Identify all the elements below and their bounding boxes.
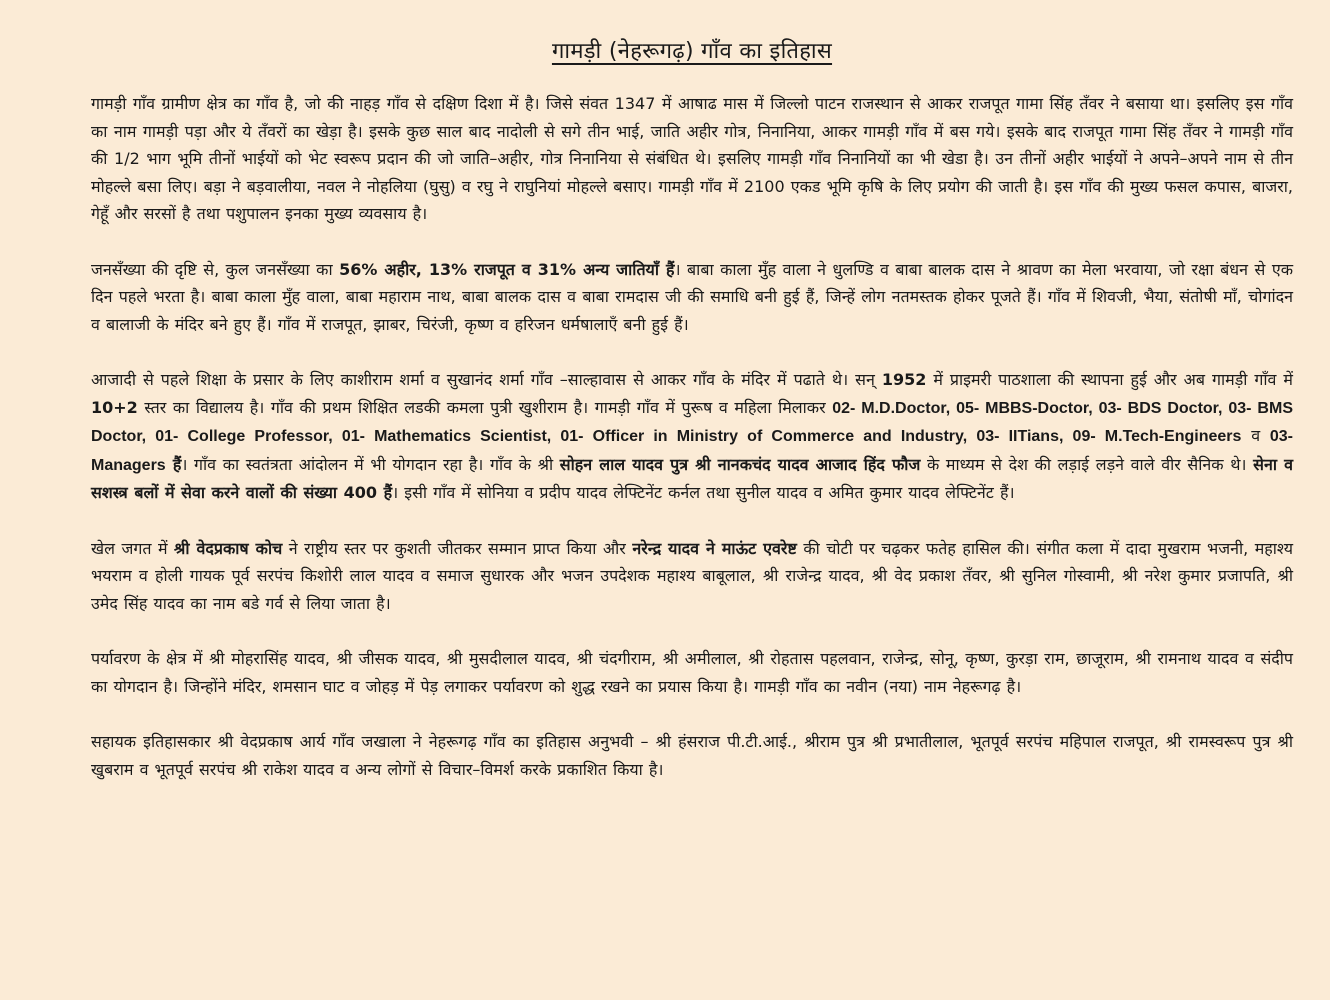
paragraph-origin	[91, 90, 1293, 228]
text-segment: । गाँव का स्वतंत्रता आंदोलन में भी योगदान रहा है। गाँव के श्री	[181, 454, 560, 474]
text-segment: के माध्यम से देश की लड़ाई लड़ने वाले वीर सैनिक थे।	[920, 454, 1254, 474]
text-segment: पर्यावरण के क्षेत्र में श्री मोहरासिंह यादव, श्री जीसक यादव, श्री मुसदीलाल यादव, श्री चंदगीराम, श्री अमीलाल, श्री रोहतास पहलवान, राजेन्द्र, सोनू, कृष्ण, कुरड़ा राम, छाजूराम, श्री रामनाथ यादव व संदीप का योगदान है। जिन्होंने मंदिर, शमसान घाट व जोहड़ में पेड़ लगाकर पर्यावरण को शुद्ध रखने का प्रयास किया है। गामड़ी गाँव का नवीन (नया) नाम नेहरूगढ़ है।	[91, 649, 1293, 696]
managers-count: 03- Managers	[91, 428, 1293, 474]
text-segment: जनसँख्या की दृष्टि से, कुल जनसँख्या का	[91, 259, 340, 279]
text-segment: स्तर का विद्यालय है। गाँव की प्रथम शिक्षित लडकी कमला पुत्री खुशीराम है। गामड़ी गाँव में पुरूष व महिला मिलाकर	[137, 397, 833, 417]
school-level-highlight: 10+2	[91, 397, 138, 417]
text-segment: गामड़ी गाँव ग्रामीण क्षेत्र का गाँव है, जो की नाहड़ गाँव से दक्षिण दिशा में है। जिसे संवत 1347 में आषाढ मास में जिल्लो पाटन राजस्थान से आकर राजपूत गामा सिंह तँवर ने बसाया था। इसलिए इस गाँव का नाम गामड़ी पड़ा और ये तँवरों का खेड़ा है। इसके कुछ साल बाद नादोली से सगे तीन भाई, जाति अहीर गोत्र, निनानिया, आकर गामड़ी गाँव में बस गये। इसके बाद राजपूत गामा सिंह तँवर ने गामड़ी गाँव की 1/2 भाग भूमि तीनों भाईयों को भेट स्वरूप प्रदान की जो जाति–अहीर, गोत्र निनानिया से संबंधित थे। इसलिए गामड़ी गाँव निनानियों का भी खेडा है। उन तीनों अहीर भाईयों ने अपने–अपने नाम से तीन मोहल्ले बसा लिए। बड़ा ने बड़वालीया, नवल ने नोहलिया (घुसु) व रघु ने राघुनियां मोहल्ले बसाए। गामड़ी गाँव में 2100 एकड भूमि कृषि के लिए प्रयोग की जाती है। इस गाँव की मुख्य फसल कपास, बाजरा, गेहूँ और सरसों है तथा पशुपालन इनका मुख्य व्यवसाय है।	[91, 94, 1293, 223]
paragraph-environment	[91, 645, 1293, 700]
text-segment: आजादी से पहले शिक्षा के प्रसार के लिए काशीराम शर्मा व सुखानंद शर्मा गाँव –साल्हावास से आकर गाँव के मंदिर में पढाते थे। सन्	[91, 370, 882, 389]
coach-name-highlight: श्री वेदप्रकाष कोच	[174, 538, 283, 558]
text-segment: सहायक इतिहासकार श्री वेदप्रकाष आर्य गाँव जखाला ने नेहरूगढ़ गाँव का इतिहास अनुभवी – श्री हंसराज पी.टी.आई., श्रीराम पुत्र श्री प्रभातीलाल, भूतपूर्व सरपंच महिपाल राजपूत, श्री रामस्वरूप पुत्र श्री खुबराम व भूतपूर्व सरपंच श्री राकेश यादव व अन्य लोगों से विचार–विमर्श करके प्रकाशित किया है।	[91, 732, 1293, 779]
text-segment-bold: हैं	[165, 454, 182, 474]
text-segment: । बाबा काला मुँह वाला ने धुलण्डि व बाबा बालक दास ने श्रावण का मेला भरवाया, जो रक्षा बंधन से एक दिन पहले भरता है। बाबा काला मुँह वाला, बाबा महाराम नाथ, बाबा बालक दास व बाबा रामदास जी की समाधि बनी हुई हैं, जिन्हें लोग नतमस्तक होकर पूजते हैं। गाँव में शिवजी, भैया, संतोषी माँ, चोगांदन व बालाजी के मंदिर बने हुए हैं। गाँव में राजपूत, झाबर, चिरंजी, कृष्ण व हरिजन धर्मषालाएँ बनी हुई हैं।	[91, 259, 1293, 334]
page-title	[91, 36, 1293, 68]
paragraph-population	[91, 256, 1293, 339]
freedom-fighter-highlight: सोहन लाल यादव पुत्र श्री नानकचंद यादव आजाद हिंद फौज	[559, 454, 921, 474]
text-segment: ने राष्ट्रीय स्तर पर कुशती जीतकर सम्मान प्राप्त किया और	[282, 538, 633, 558]
paragraph-sports-arts	[91, 535, 1293, 618]
population-stats: 56% अहीर, 13% राजपूत व 31% अन्य जातियाँ हैं	[339, 259, 675, 279]
text-segment: । इसी गाँव में सोनिया व प्रदीप यादव लेफ्टिनेंट कर्नल तथा सुनील यादव व अमित कुमार यादव लेफ्टिनेंट हैं।	[392, 483, 1015, 502]
year-highlight: 1952	[881, 370, 927, 389]
armed-forces-count: सेना व सशस्त्र बलों में सेवा करने वालों की संख्या 400 हैं	[91, 454, 1293, 502]
professionals-list: 02- M.D.Doctor, 05- MBBS-Doctor, 03- BDS Doctor, 03- BMS Doctor, 01- College Professor, 01- Mathematics Scientist, 01- Officer in Ministry of Commerce and Industry, 03- IITians, 09- M.Tech-Engineers	[91, 399, 1293, 445]
text-segment: खेल जगत में	[91, 538, 175, 558]
everest-highlight: नरेन्द्र यादव ने माऊंट एवरेष्ट	[632, 538, 797, 558]
page-title-text: गामड़ी (नेहरूगढ़) गाँव का इतिहास	[551, 39, 833, 64]
paragraph-education	[91, 366, 1293, 507]
document-page	[91, 36, 1293, 811]
paragraph-credits	[91, 728, 1293, 783]
text-segment: की चोटी पर चढ़कर फतेह हासिल की। संगीत कला में दादा मुखराम भजनी, महाश्य भयराम व होली गायक पूर्व सरपंच किशोरी लाल यादव व समाज सुधारक और भजन उपदेशक महाश्य बाबूलाल, श्री राजेन्द्र यादव, श्री वेद प्रकाश तँवर, श्री सुनिल गोस्वामी, श्री नरेश कुमार प्रजापति, श्री उमेद सिंह यादव का नाम बडे गर्व से लिया जाता है।	[91, 538, 1293, 613]
text-segment: व	[1241, 426, 1270, 445]
text-segment: में प्राइमरी पाठशाला की स्थापना हुई और अब गामड़ी गाँव में	[926, 370, 1293, 389]
